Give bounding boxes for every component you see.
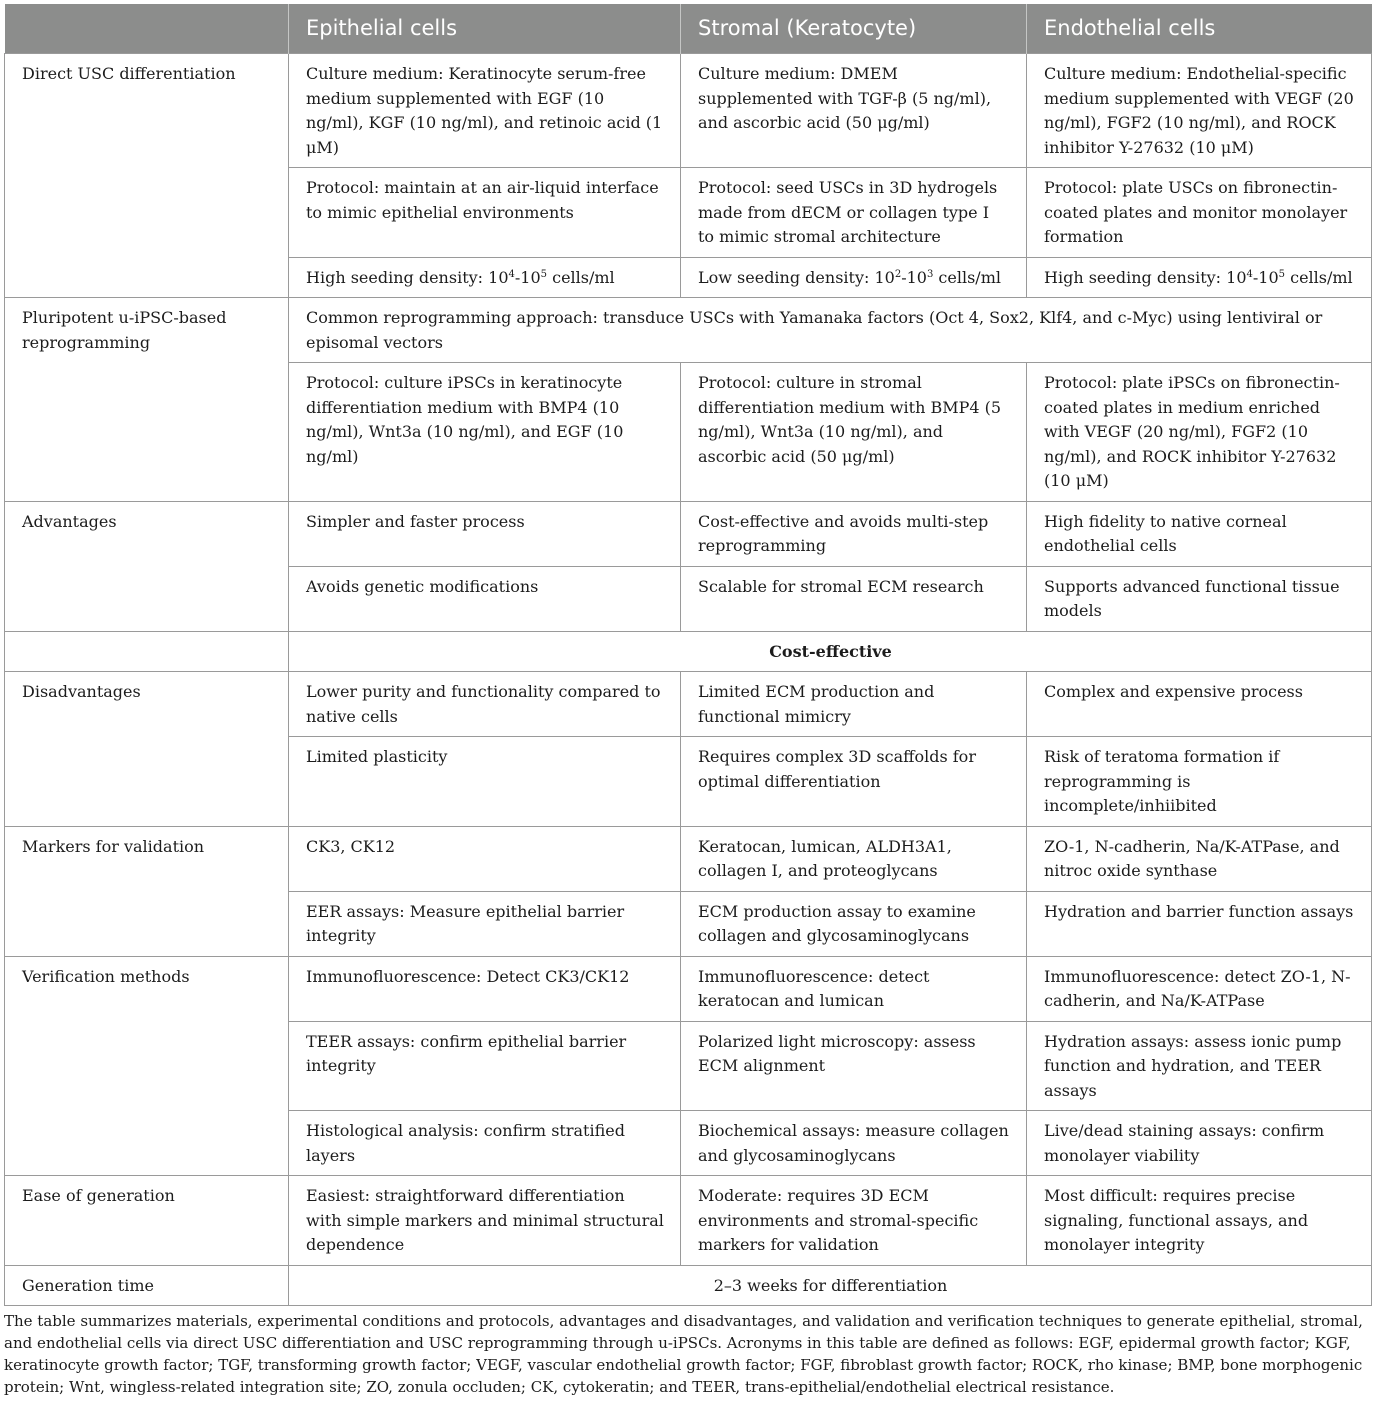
header-row [5, 4, 1372, 54]
cell-endothelial: ZO-1, N-cadherin, Na/K-ATPase, and nitroc oxide synthase [1027, 826, 1372, 891]
seeding-text: -10 [901, 267, 927, 287]
cell-stromal: Protocol: seed USCs in 3D hydrogels made from dECM or collagen type I to mimic stromal architecture [681, 168, 1027, 258]
cell-endothelial: Immunofluorescence: detect ZO-1, N-cadherin, and Na/K-ATPase [1027, 956, 1372, 1021]
row-label-ipsc: Pluripotent u-iPSC-based reprogramming [5, 298, 289, 502]
table-caption: The table summarizes materials, experimental conditions and protocols, advantages and disadvantages, and validation and verification techniques to generate epithelial, stromal, and endothelial cells via direct USC differentiation and USC reprogramming through u-iPSCs. Acronyms in this table are defined as follows: EGF, epidermal growth factor; KGF, keratinocyte growth factor; TGF, transforming growth factor; VEGF, vascular endothelial growth factor; FGF, fibroblast growth factor; ROCK, rho kinase; BMP, bone morphogenic protein; Wnt, wingless-related integration site; ZO, zonula occluden; CK, cytokeratin; and TEER, trans-epithelial/endothelial electrical resistance. [4, 1312, 1363, 1396]
cell-stromal: Keratocan, lumican, ALDH3A1, collagen I, and proteoglycans [681, 826, 1027, 891]
cell-stromal: Immunofluorescence: detect keratocan and lumican [681, 956, 1027, 1021]
header-stromal: Stromal (Keratocyte) [681, 4, 1027, 54]
seeding-text: cells/ml [933, 267, 1001, 287]
cell-endothelial: Most difficult: requires precise signaling, functional assays, and monolayer integrity [1027, 1176, 1372, 1266]
cell-endothelial: Hydration and barrier function assays [1027, 891, 1372, 956]
cell-endothelial: Protocol: plate USCs on fibronectin-coated plates and monitor monolayer formation [1027, 168, 1372, 258]
cell-stromal [681, 257, 1027, 298]
document [4, 4, 1371, 1398]
row-label-time: Generation time [5, 1265, 289, 1306]
cell-stromal: Cost-effective and avoids multi-step reprogramming [681, 501, 1027, 566]
exponent: 5 [540, 268, 548, 280]
table-row [5, 501, 1372, 566]
cell-epithelial [289, 257, 681, 298]
seeding-text: -10 [514, 267, 541, 287]
table-row [5, 298, 1372, 363]
table-row [5, 956, 1372, 1021]
cell-endothelial: Protocol: plate iPSCs on fibronectin-coated plates in medium enriched with VEGF (20 ng/ml), FGF2 (10 ng/ml), and ROCK inhibitor Y-27632 (10 μM) [1027, 363, 1372, 502]
row-label-markers: Markers for validation [5, 826, 289, 956]
seeding-text: cells/ml [1285, 267, 1353, 287]
cell-cost-effective: Cost-effective [289, 631, 1372, 672]
cell-epithelial: Immunofluorescence: Detect CK3/CK12 [289, 956, 681, 1021]
cell-stromal: Moderate: requires 3D ECM environments and stromal-specific markers for validation [681, 1176, 1027, 1266]
row-label-advantages: Advantages [5, 501, 289, 631]
cell-epithelial: Culture medium: Keratinocyte serum-free medium supplemented with EGF (10 ng/ml), KGF (10 ng/ml), and retinoic acid (1 μM) [289, 54, 681, 168]
cell-stromal: Requires complex 3D scaffolds for optimal differentiation [681, 737, 1027, 827]
table-row [5, 672, 1372, 737]
table-row [5, 1176, 1372, 1266]
seeding-text: High seeding density: 10 [306, 267, 509, 287]
exponent: 4 [508, 268, 515, 280]
cell-endothelial [1027, 257, 1372, 298]
cell-epithelial: Limited plasticity [289, 737, 681, 827]
table-row [5, 826, 1372, 891]
cell-epithelial: EER assays: Measure epithelial barrier integrity [289, 891, 681, 956]
cell-epithelial: Simpler and faster process [289, 501, 681, 566]
seeding-text: High seeding density: 10 [1044, 267, 1247, 287]
cell-stromal: Limited ECM production and functional mimicry [681, 672, 1027, 737]
cell-endothelial: Risk of teratoma formation if reprogramming is incomplete/inhiibited [1027, 737, 1372, 827]
cell-epithelial: Protocol: culture iPSCs in keratinocyte differentiation medium with BMP4 (10 ng/ml), Wnt3a (10 ng/ml), and EGF (10 ng/ml) [289, 363, 681, 502]
exponent: 3 [926, 268, 934, 280]
row-label-ease: Ease of generation [5, 1176, 289, 1266]
cell-stromal: Scalable for stromal ECM research [681, 566, 1027, 631]
header-epithelial: Epithelial cells [289, 4, 681, 54]
cell-stromal: ECM production assay to examine collagen and glycosaminoglycans [681, 891, 1027, 956]
table-row [5, 54, 1372, 168]
cell-endothelial: Supports advanced functional tissue models [1027, 566, 1372, 631]
header-endothelial: Endothelial cells [1027, 4, 1372, 54]
cell-stromal: Biochemical assays: measure collagen and glycosaminoglycans [681, 1111, 1027, 1176]
cell-endothelial: Culture medium: Endothelial-specific medium supplemented with VEGF (20 ng/ml), FGF2 (10 ng/ml), and ROCK inhibitor Y-27632 (10 μM) [1027, 54, 1372, 168]
table-row [5, 631, 1372, 672]
cell-epithelial: CK3, CK12 [289, 826, 681, 891]
cell-endothelial: Live/dead staining assays: confirm monolayer viability [1027, 1111, 1372, 1176]
cell-epithelial: Avoids genetic modifications [289, 566, 681, 631]
cell-epithelial: Lower purity and functionality compared to native cells [289, 672, 681, 737]
table-row [5, 1265, 1372, 1306]
cell-endothelial: Hydration assays: assess ionic pump function and hydration, and TEER assays [1027, 1021, 1372, 1111]
cell-epithelial: Histological analysis: confirm stratified layers [289, 1111, 681, 1176]
cell-epithelial: Protocol: maintain at an air-liquid interface to mimic epithelial environments [289, 168, 681, 258]
exponent: 5 [1278, 268, 1286, 280]
seeding-text: Low seeding density: 10 [698, 267, 895, 287]
table-header [5, 4, 1372, 54]
seeding-text: -10 [1252, 267, 1279, 287]
cell-endothelial: Complex and expensive process [1027, 672, 1372, 737]
comparison-table [4, 4, 1372, 1306]
exponent: 2 [894, 268, 902, 280]
cell-stromal: Polarized light microscopy: assess ECM alignment [681, 1021, 1027, 1111]
cell-generation-time: 2–3 weeks for differentiation [289, 1265, 1372, 1306]
row-label-disadvantages: Disadvantages [5, 672, 289, 827]
cell-endothelial: High fidelity to native corneal endothelial cells [1027, 501, 1372, 566]
exponent: 4 [1246, 268, 1253, 280]
row-label-empty [5, 631, 289, 672]
cell-stromal: Protocol: culture in stromal differentiation medium with BMP4 (5 ng/ml), Wnt3a (10 ng/ml), and ascorbic acid (50 μg/ml) [681, 363, 1027, 502]
cell-epithelial: Easiest: straightforward differentiation with simple markers and minimal structural dependence [289, 1176, 681, 1266]
row-label-direct: Direct USC differentiation [5, 54, 289, 298]
row-label-verification: Verification methods [5, 956, 289, 1176]
cell-stromal: Culture medium: DMEM supplemented with TGF-β (5 ng/ml), and ascorbic acid (50 μg/ml) [681, 54, 1027, 168]
seeding-text: cells/ml [547, 267, 615, 287]
header-blank [5, 4, 289, 54]
cell-epithelial: TEER assays: confirm epithelial barrier integrity [289, 1021, 681, 1111]
cell-common-approach: Common reprogramming approach: transduce USCs with Yamanaka factors (Oct 4, Sox2, Klf4, and c-Myc) using lentiviral or episomal vectors [289, 298, 1372, 363]
